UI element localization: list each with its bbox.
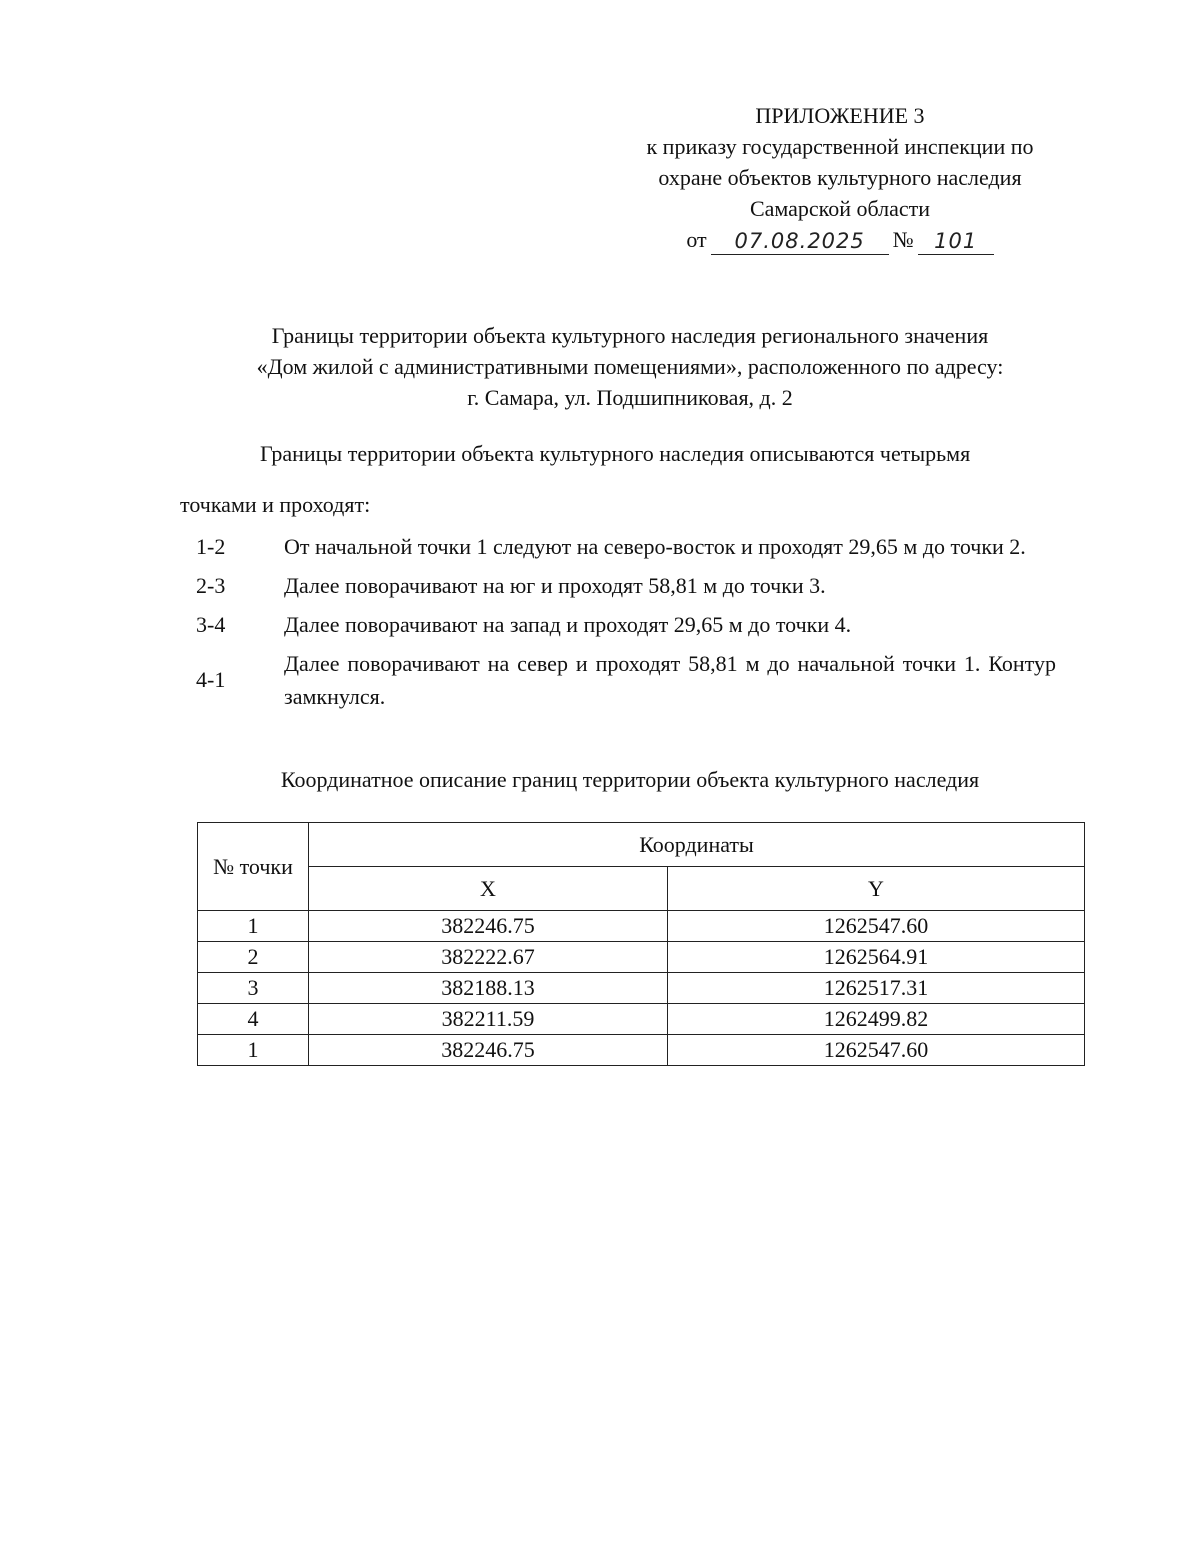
segment-description: Далее поворачивают на юг и проходят 58,81 м до точки 3. (284, 573, 826, 598)
point-cell: 1 (198, 911, 309, 942)
point-cell: 1 (198, 1035, 309, 1066)
title-line-2: «Дом жилой с административными помещениями», расположенного по адресу: (256, 354, 1004, 379)
y-cell: 1262547.60 (668, 1035, 1085, 1066)
handwritten-number: 101 (934, 229, 978, 253)
y-cell: 1262564.91 (668, 942, 1085, 973)
x-cell: 382246.75 (309, 911, 668, 942)
segment-code: 4-1 (196, 667, 226, 692)
intro-paragraph (180, 438, 1080, 520)
appendix-header (560, 100, 1120, 255)
intro-line-1: Границы территории объекта культурного наследия описываются четырьмя (260, 441, 971, 466)
intro-line-2: точками и проходят: (180, 492, 371, 517)
y-cell: 1262499.82 (668, 1004, 1085, 1035)
handwritten-date: 07.08.2025 (734, 229, 865, 253)
point-cell: 2 (198, 942, 309, 973)
table-row (198, 911, 1085, 942)
x-header: X (309, 867, 668, 911)
x-cell: 382211.59 (309, 1004, 668, 1035)
y-header: Y (668, 867, 1085, 911)
table-header-row (198, 823, 1085, 867)
x-cell: 382222.67 (309, 942, 668, 973)
x-cell: 382246.75 (309, 1035, 668, 1066)
appendix-title: ПРИЛОЖЕНИЕ 3 (755, 103, 925, 128)
segment-item (196, 530, 1056, 563)
table-row (198, 973, 1085, 1004)
date-field (711, 228, 889, 255)
order-reference (560, 224, 1120, 255)
segment-description: Далее поворачивают на запад и проходят 29,65 м до точки 4. (284, 612, 852, 637)
number-field (918, 228, 994, 255)
segment-item (196, 647, 1056, 713)
table-row (198, 942, 1085, 973)
coordinates-header: Координаты (309, 823, 1085, 867)
point-cell: 3 (198, 973, 309, 1004)
point-cell: 4 (198, 1004, 309, 1035)
segment-code: 1-2 (196, 533, 226, 559)
segment-description: Далее поворачивают на север и проходят 58,81 м до начальной точки 1. Контур замкнулся. (284, 651, 1056, 709)
x-cell: 382188.13 (309, 973, 668, 1004)
appendix-line-1: к приказу государственной инспекции по (646, 134, 1034, 159)
boundary-segments (196, 530, 1056, 719)
segment-description: От начальной точки 1 следуют на северо-восток и проходят 29,65 м до точки 2. (284, 534, 1026, 559)
number-label: № (892, 227, 914, 252)
coordinates-table (197, 822, 1085, 1066)
title-line-1: Границы территории объекта культурного наследия регионального значения (271, 323, 989, 348)
segment-code: 2-3 (196, 572, 226, 598)
table-caption: Координатное описание границ территории объекта культурного наследия (280, 767, 980, 792)
date-label: от (686, 227, 707, 252)
y-cell: 1262517.31 (668, 973, 1085, 1004)
appendix-line-2: охране объектов культурного наследия (658, 165, 1022, 190)
table-subheader-row (198, 867, 1085, 911)
appendix-line-3: Самарской области (749, 196, 931, 221)
segment-item (196, 569, 1056, 602)
segment-code: 3-4 (196, 611, 226, 637)
table-row (198, 1035, 1085, 1066)
title-line-3: г. Самара, ул. Подшипниковая, д. 2 (467, 385, 793, 410)
point-number-header: № точки (198, 823, 309, 911)
segment-item (196, 608, 1056, 641)
table-row (198, 1004, 1085, 1035)
document-title (150, 320, 1110, 413)
y-cell: 1262547.60 (668, 911, 1085, 942)
